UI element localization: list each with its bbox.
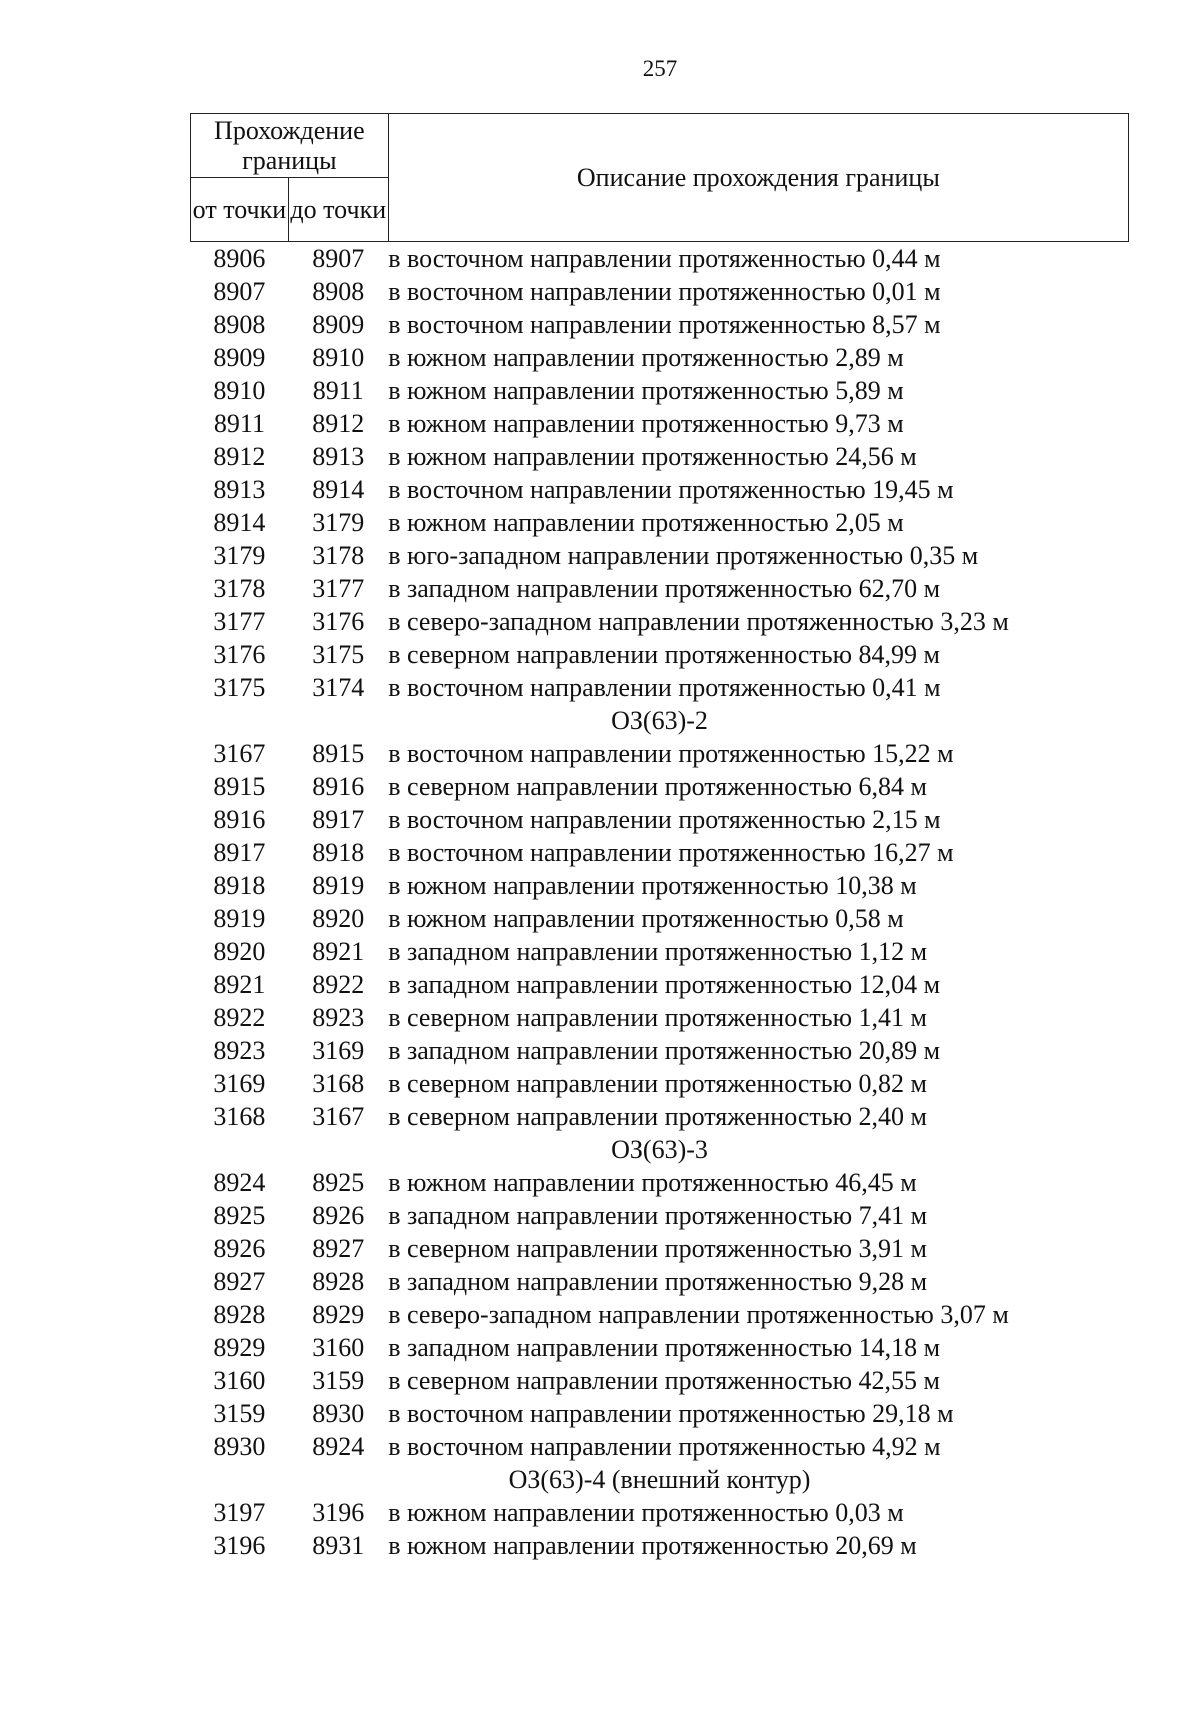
description-cell: в западном направлении протяженностью 62,70 м <box>388 574 941 603</box>
from-point-cell: 8916 <box>213 805 266 834</box>
section-title: ОЗ(63)-3 <box>611 1135 708 1164</box>
from-point-cell: 8919 <box>213 904 266 933</box>
from-point-cell: 3169 <box>213 1069 266 1098</box>
to-point-cell: 8910 <box>312 343 365 372</box>
table-row <box>191 671 1129 704</box>
from-point-cell: 8917 <box>213 838 266 867</box>
to-point-cell: 3169 <box>312 1036 365 1065</box>
from-point-cell: 8915 <box>213 772 266 801</box>
table-header <box>191 114 1129 242</box>
table-row <box>191 242 1129 276</box>
from-point-cell: 8923 <box>213 1036 266 1065</box>
from-point-cell: 8927 <box>213 1267 266 1296</box>
to-point-cell: 8927 <box>312 1234 365 1263</box>
header-from-point: от точки <box>191 178 289 242</box>
to-point-cell: 8929 <box>312 1300 365 1329</box>
from-point-cell: 8930 <box>213 1432 266 1461</box>
from-point-cell: 8908 <box>213 310 266 339</box>
description-cell: в восточном направлении протяженностью 0,41 м <box>388 673 941 702</box>
from-point-cell: 8907 <box>213 277 266 306</box>
table-row <box>191 440 1129 473</box>
description-cell: в западном направлении протяженностью 9,28 м <box>388 1267 928 1296</box>
to-point-cell: 8925 <box>312 1168 365 1197</box>
table-row <box>191 968 1129 1001</box>
table-row <box>191 770 1129 803</box>
to-point-cell: 8922 <box>312 970 365 999</box>
to-point-cell: 3196 <box>312 1498 365 1527</box>
table-row <box>191 473 1129 506</box>
description-cell: в южном направлении протяженностью 46,45 м <box>388 1168 917 1197</box>
description-cell: в восточном направлении протяженностью 29,18 м <box>388 1399 954 1428</box>
to-point-cell: 8928 <box>312 1267 365 1296</box>
from-point-cell: 8926 <box>213 1234 266 1263</box>
from-point-cell: 3176 <box>213 640 266 669</box>
table-row <box>191 902 1129 935</box>
table-row <box>191 407 1129 440</box>
to-point-cell: 8926 <box>312 1201 365 1230</box>
from-point-cell: 8914 <box>213 508 266 537</box>
table-row <box>191 506 1129 539</box>
description-cell: в северном направлении протяженностью 1,41 м <box>388 1003 927 1032</box>
table-row <box>191 836 1129 869</box>
table-row <box>191 1001 1129 1034</box>
section-title: ОЗ(63)-4 (внешний контур) <box>508 1465 811 1494</box>
from-point-cell: 8912 <box>213 442 266 471</box>
description-cell: в северном направлении протяженностью 6,84 м <box>388 772 927 801</box>
description-cell: в северном направлении протяженностью 84,99 м <box>388 640 940 669</box>
to-point-cell: 3177 <box>312 574 365 603</box>
to-point-cell: 8908 <box>312 277 365 306</box>
description-cell: в северо-западном направлении протяженностью 3,23 м <box>388 607 1009 636</box>
to-point-cell: 3176 <box>312 607 365 636</box>
to-point-cell: 8913 <box>312 442 365 471</box>
description-cell: в восточном направлении протяженностью 15,22 м <box>388 739 954 768</box>
from-point-cell: 8922 <box>213 1003 266 1032</box>
description-cell: в западном направлении протяженностью 12,04 м <box>388 970 941 999</box>
section-row <box>191 1133 1129 1166</box>
description-cell: в южном направлении протяженностью 5,89 м <box>388 376 904 405</box>
from-point-cell: 8913 <box>213 475 266 504</box>
description-cell: в северном направлении протяженностью 0,82 м <box>388 1069 927 1098</box>
from-point-cell: 8928 <box>213 1300 266 1329</box>
table-row <box>191 1100 1129 1133</box>
table-row <box>191 572 1129 605</box>
from-point-cell: 8911 <box>213 409 265 438</box>
from-point-cell: 8924 <box>213 1168 266 1197</box>
description-cell: в южном направлении протяженностью 9,73 м <box>388 409 904 438</box>
to-point-cell: 8912 <box>312 409 365 438</box>
from-point-cell: 3168 <box>213 1102 266 1131</box>
table-row <box>191 1298 1129 1331</box>
description-cell: в западном направлении протяженностью 20,89 м <box>388 1036 941 1065</box>
description-cell: в южном направлении протяженностью 0,58 м <box>388 904 904 933</box>
table-body <box>191 242 1129 1563</box>
description-cell: в западном направлении протяженностью 1,12 м <box>388 937 928 966</box>
table-row <box>191 638 1129 671</box>
to-point-cell: 8919 <box>312 871 365 900</box>
table-row <box>191 308 1129 341</box>
to-point-cell: 3178 <box>312 541 365 570</box>
table-row <box>191 1166 1129 1199</box>
table-row <box>191 1397 1129 1430</box>
to-point-cell: 8924 <box>312 1432 365 1461</box>
table-row <box>191 1430 1129 1463</box>
from-point-cell: 8909 <box>213 343 266 372</box>
to-point-cell: 3168 <box>312 1069 365 1098</box>
from-point-cell: 3178 <box>213 574 266 603</box>
to-point-cell: 3174 <box>312 673 365 702</box>
description-cell: в южном направлении протяженностью 2,05 м <box>388 508 904 537</box>
from-point-cell: 8921 <box>213 970 266 999</box>
to-point-cell: 8930 <box>312 1399 365 1428</box>
from-point-cell: 8918 <box>213 871 266 900</box>
page-number: 257 <box>642 56 678 81</box>
description-cell: в восточном направлении протяженностью 16,27 м <box>388 838 954 867</box>
to-point-cell: 8909 <box>312 310 365 339</box>
description-cell: в восточном направлении протяженностью 8,57 м <box>388 310 941 339</box>
from-point-cell: 8925 <box>213 1201 266 1230</box>
header-boundary-passage: Прохождение границы <box>191 114 389 178</box>
description-cell: в западном направлении протяженностью 14,18 м <box>388 1333 941 1362</box>
to-point-cell: 8916 <box>312 772 365 801</box>
from-point-cell: 8929 <box>213 1333 266 1362</box>
table-row <box>191 869 1129 902</box>
table-row <box>191 1199 1129 1232</box>
to-point-cell: 3159 <box>312 1366 365 1395</box>
table-row <box>191 374 1129 407</box>
description-cell: в восточном направлении протяженностью 0,44 м <box>388 244 941 273</box>
description-cell: в юго-западном направлении протяженностью 0,35 м <box>388 541 979 570</box>
description-cell: в северном направлении протяженностью 2,40 м <box>388 1102 927 1131</box>
description-cell: в восточном направлении протяженностью 0,01 м <box>388 277 941 306</box>
table-row <box>191 1364 1129 1397</box>
from-point-cell: 8920 <box>213 937 266 966</box>
section-row <box>191 1463 1129 1496</box>
from-point-cell: 3196 <box>213 1531 266 1560</box>
table-row <box>191 1265 1129 1298</box>
description-cell: в северном направлении протяженностью 42,55 м <box>388 1366 940 1395</box>
table-row <box>191 1529 1129 1562</box>
from-point-cell: 3159 <box>213 1399 266 1428</box>
from-point-cell: 3177 <box>213 607 266 636</box>
description-cell: в южном направлении протяженностью 2,89 м <box>388 343 904 372</box>
table-row <box>191 1331 1129 1364</box>
from-point-cell: 3160 <box>213 1366 266 1395</box>
to-point-cell: 8914 <box>312 475 365 504</box>
table-row <box>191 605 1129 638</box>
to-point-cell: 8911 <box>312 376 364 405</box>
description-cell: в южном направлении протяженностью 20,69 м <box>388 1531 917 1560</box>
from-point-cell: 3197 <box>213 1498 266 1527</box>
table-row <box>191 1034 1129 1067</box>
table-row <box>191 1067 1129 1100</box>
table-row <box>191 341 1129 374</box>
description-cell: в восточном направлении протяженностью 19,45 м <box>388 475 954 504</box>
from-point-cell: 3179 <box>213 541 266 570</box>
from-point-cell: 3167 <box>213 739 266 768</box>
to-point-cell: 8931 <box>312 1531 365 1560</box>
description-cell: в северном направлении протяженностью 3,91 м <box>388 1234 927 1263</box>
to-point-cell: 8920 <box>312 904 365 933</box>
to-point-cell: 3167 <box>312 1102 365 1131</box>
table-row <box>191 737 1129 770</box>
description-cell: в западном направлении протяженностью 7,41 м <box>388 1201 928 1230</box>
to-point-cell: 8921 <box>312 937 365 966</box>
table-row <box>191 539 1129 572</box>
from-point-cell: 8910 <box>213 376 266 405</box>
to-point-cell: 3179 <box>312 508 365 537</box>
from-point-cell: 3175 <box>213 673 266 702</box>
table-row <box>191 1232 1129 1265</box>
from-point-cell: 8906 <box>213 244 266 273</box>
table-row <box>191 935 1129 968</box>
to-point-cell: 8907 <box>312 244 365 273</box>
section-title: ОЗ(63)-2 <box>611 706 708 735</box>
to-point-cell: 3160 <box>312 1333 365 1362</box>
description-cell: в южном направлении протяженностью 10,38 м <box>388 871 917 900</box>
to-point-cell: 8918 <box>312 838 365 867</box>
header-to-point: до точки <box>288 178 388 242</box>
description-cell: в восточном направлении протяженностью 4,92 м <box>388 1432 941 1461</box>
header-description: Описание прохождения границы <box>388 114 1128 242</box>
table-row <box>191 803 1129 836</box>
to-point-cell: 3175 <box>312 640 365 669</box>
to-point-cell: 8923 <box>312 1003 365 1032</box>
description-cell: в северо-западном направлении протяженностью 3,07 м <box>388 1300 1009 1329</box>
to-point-cell: 8915 <box>312 739 365 768</box>
table-row <box>191 275 1129 308</box>
boundary-table <box>190 113 1129 1562</box>
table-row <box>191 1496 1129 1529</box>
description-cell: в восточном направлении протяженностью 2,15 м <box>388 805 941 834</box>
description-cell: в южном направлении протяженностью 24,56 м <box>388 442 917 471</box>
to-point-cell: 8917 <box>312 805 365 834</box>
description-cell: в южном направлении протяженностью 0,03 м <box>388 1498 904 1527</box>
section-row <box>191 704 1129 737</box>
